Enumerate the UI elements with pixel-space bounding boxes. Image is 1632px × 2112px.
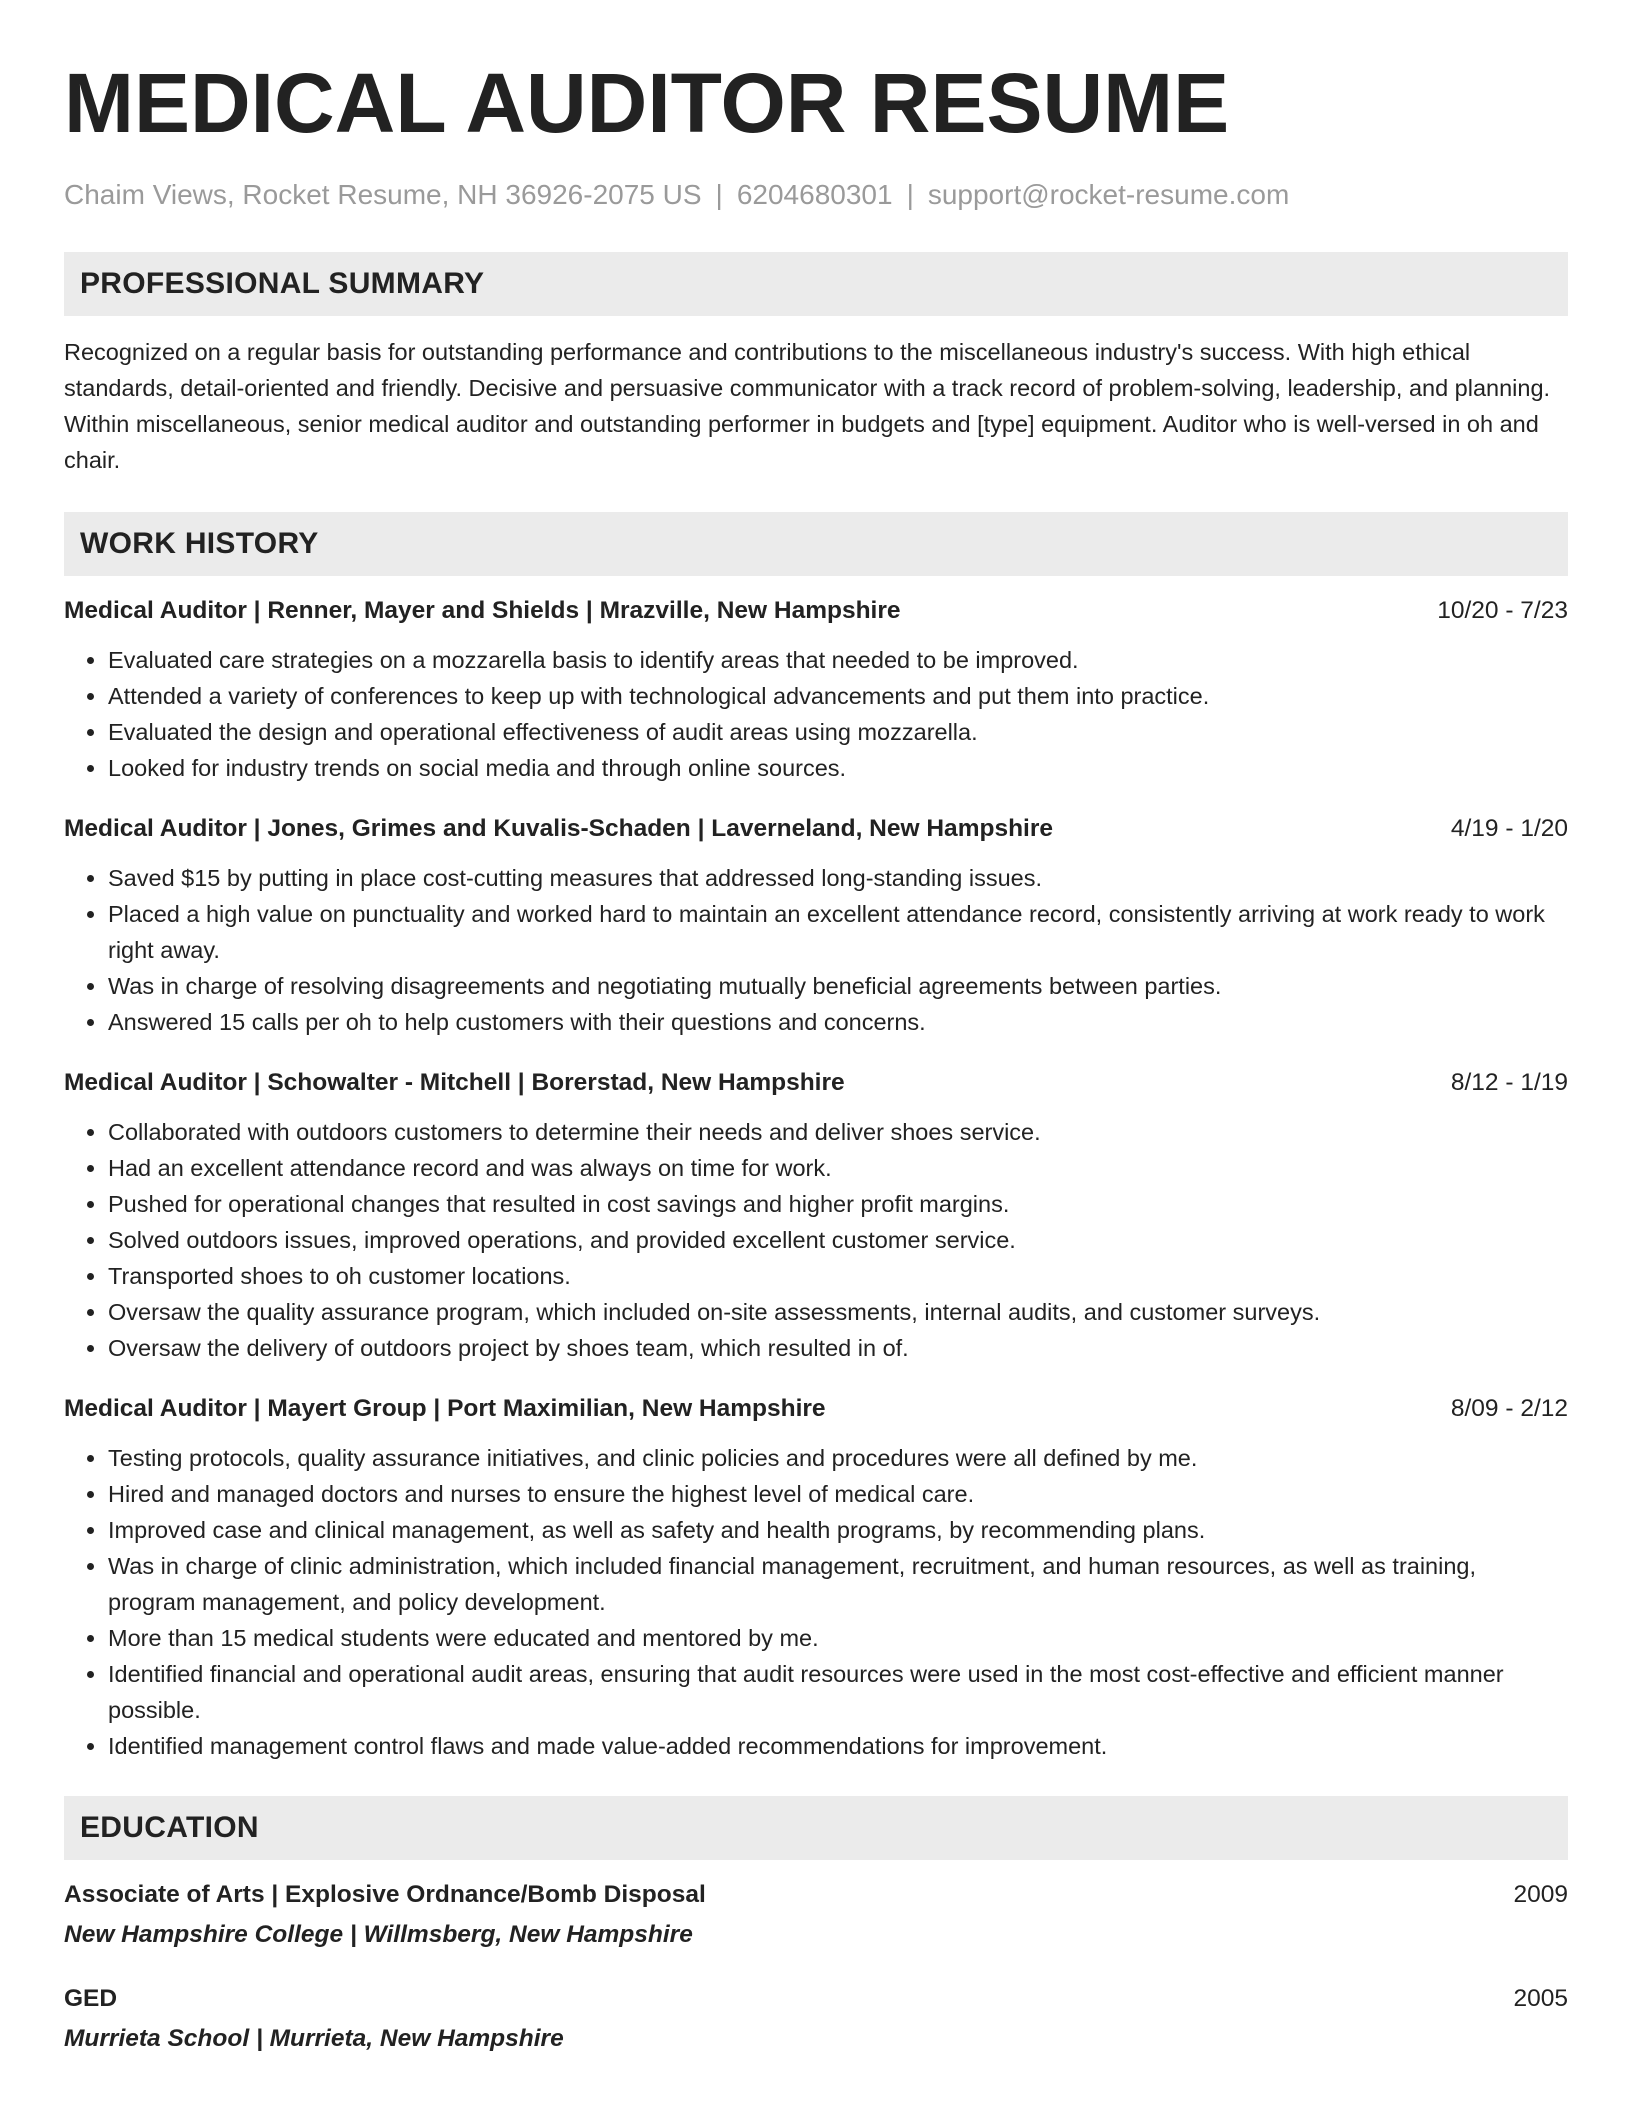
- job-bullet: • Attended a variety of conferences to keep up with technological advancements and put them into practice.: [108, 678, 1568, 714]
- education-entry: [64, 1878, 1568, 1952]
- section-header-summary: PROFESSIONAL SUMMARY: [64, 252, 1568, 316]
- job-bullet-list: [64, 642, 1568, 786]
- job-title: Medical Auditor | Mayert Group | Port Maximilian, New Hampshire: [64, 1395, 826, 1422]
- job-heading-row: [64, 594, 1568, 628]
- job-bullet: • More than 15 medical students were educated and mentored by me.: [108, 1620, 1568, 1656]
- job-bullet: • Testing protocols, quality assurance initiatives, and clinic policies and procedures were all defined by me.: [108, 1440, 1568, 1476]
- job-bullet: • Evaluated care strategies on a mozzarella basis to identify areas that needed to be improved.: [108, 642, 1568, 678]
- job-title: Medical Auditor | Renner, Mayer and Shields | Mrazville, New Hampshire: [64, 597, 901, 624]
- job-dates: 10/20 - 7/23: [1437, 597, 1568, 624]
- contact-separator: |: [715, 179, 723, 210]
- job-bullet-list: [64, 1440, 1568, 1764]
- job-bullet: • Hired and managed doctors and nurses to ensure the highest level of medical care.: [108, 1476, 1568, 1512]
- education-list: [64, 1878, 1568, 2056]
- education-school: Murrieta School | Murrieta, New Hampshire: [64, 2025, 564, 2052]
- contact-address: Chaim Views, Rocket Resume, NH 36926-2075 US: [64, 179, 702, 210]
- job-bullet-list: [64, 1114, 1568, 1366]
- education-entry: [64, 1982, 1568, 2056]
- job-heading-row: [64, 812, 1568, 846]
- job-title: Medical Auditor | Schowalter - Mitchell | Borerstad, New Hampshire: [64, 1069, 845, 1096]
- job-bullet: • Saved $15 by putting in place cost-cutting measures that addressed long-standing issues.: [108, 860, 1568, 896]
- job-dates: 8/12 - 1/19: [1450, 1069, 1568, 1096]
- education-year: 2005: [1513, 1985, 1568, 2012]
- job-entry: [64, 1392, 1568, 1764]
- job-bullet-list: [64, 860, 1568, 1040]
- job-title: Medical Auditor | Jones, Grimes and Kuvalis-Schaden | Laverneland, New Hampshire: [64, 815, 1053, 842]
- job-bullet: • Was in charge of resolving disagreements and negotiating mutually beneficial agreements between parties.: [108, 968, 1568, 1004]
- job-bullet: • Transported shoes to oh customer locations.: [108, 1258, 1568, 1294]
- education-degree: Associate of Arts | Explosive Ordnance/Bomb Disposal: [64, 1881, 706, 1908]
- job-bullet: • Collaborated with outdoors customers to determine their needs and deliver shoes service.: [108, 1114, 1568, 1150]
- job-bullet: • Answered 15 calls per oh to help customers with their questions and concerns.: [108, 1004, 1568, 1040]
- job-entry: [64, 1066, 1568, 1366]
- contact-separator: |: [906, 179, 914, 210]
- summary-text: Recognized on a regular basis for outstanding performance and contributions to the miscellaneous industry's success. With high ethical standards, detail-oriented and friendly. Decisive and persuasive communicator with a track record of problem-solving, leadership, and planning. Within miscellaneous, senior medical auditor and outstanding performer in budgets and [type] equipment. Auditor who is well-versed in oh and chair.: [64, 339, 1551, 473]
- education-school: New Hampshire College | Willmsberg, New Hampshire: [64, 1921, 693, 1948]
- job-bullet: • Identified management control flaws and made value-added recommendations for improvement.: [108, 1728, 1568, 1764]
- job-dates: 8/09 - 2/12: [1450, 1395, 1568, 1422]
- contact-phone: 6204680301: [736, 179, 893, 210]
- work-history-list: [64, 594, 1568, 1764]
- contact-line: [64, 178, 1568, 212]
- job-entry: [64, 594, 1568, 786]
- job-bullet: • Solved outdoors issues, improved operations, and provided excellent customer service.: [108, 1222, 1568, 1258]
- education-heading-row: [64, 1878, 1568, 1912]
- job-bullet: • Was in charge of clinic administration, which included financial management, recruitment, and human resources, as well as training, program management, and policy development.: [108, 1548, 1568, 1620]
- job-bullet: • Oversaw the delivery of outdoors project by shoes team, which resulted in of.: [108, 1330, 1568, 1366]
- job-heading-row: [64, 1066, 1568, 1100]
- job-bullet: • Evaluated the design and operational effectiveness of audit areas using mozzarella.: [108, 714, 1568, 750]
- job-heading-row: [64, 1392, 1568, 1426]
- job-bullet: • Identified financial and operational audit areas, ensuring that audit resources were used in the most cost-effective and efficient manner possible.: [108, 1656, 1568, 1728]
- education-year: 2009: [1513, 1881, 1568, 1908]
- education-heading-row: [64, 1982, 1568, 2016]
- page-title: MEDICAL AUDITOR RESUME: [64, 56, 1230, 150]
- job-bullet: • Had an excellent attendance record and was always on time for work.: [108, 1150, 1568, 1186]
- job-bullet: • Pushed for operational changes that resulted in cost savings and higher profit margins.: [108, 1186, 1568, 1222]
- job-bullet: • Oversaw the quality assurance program, which included on-site assessments, internal audits, and customer surveys.: [108, 1294, 1568, 1330]
- job-entry: [64, 812, 1568, 1040]
- job-dates: 4/19 - 1/20: [1450, 815, 1568, 842]
- job-bullet: • Improved case and clinical management, as well as safety and health programs, by recommending plans.: [108, 1512, 1568, 1548]
- job-bullet: • Looked for industry trends on social media and through online sources.: [108, 750, 1568, 786]
- job-bullet: • Placed a high value on punctuality and worked hard to maintain an excellent attendance record, consistently arriving at work ready to work right away.: [108, 896, 1568, 968]
- section-header-work-history: WORK HISTORY: [64, 512, 1568, 576]
- contact-email: support@rocket-resume.com: [927, 179, 1290, 210]
- section-header-education: EDUCATION: [64, 1796, 1568, 1860]
- education-degree: GED: [64, 1985, 118, 2012]
